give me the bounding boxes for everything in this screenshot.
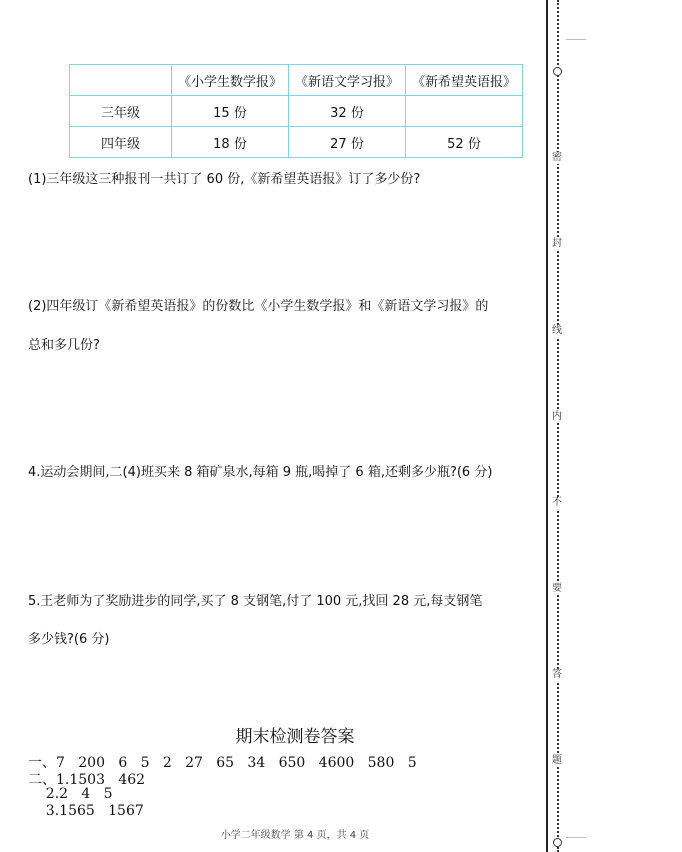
question-4: 4.运动会期间,二(4)班买来 8 箱矿泉水,每箱 9 瓶,喝掉了 6 箱,还剩多少瓶?(6 分) [28,465,493,480]
answers-title: 期末检测卷答案 [235,727,355,747]
table-cell: 32 份 [289,96,406,127]
binding-hole-icon [553,67,562,76]
binding-solid-line [546,0,548,852]
binding-char: 线 [552,325,562,336]
table-header-cell [70,65,172,96]
table-header-row [70,65,523,96]
table-header-cell: 《小学生数学报》 [172,65,289,96]
binding-dotted-line [557,0,559,852]
binding-char: 封 [552,238,562,249]
table-cell: 四年级 [70,127,172,158]
table-cell [406,96,523,127]
table-cell: 三年级 [70,96,172,127]
binding-char: 答 [552,669,562,680]
answer-line: 3.1565 1567 [28,803,144,819]
binding-char: 要 [552,583,562,594]
binding-tick [566,39,586,40]
question-5-line-1: 5.王老师为了奖励进步的同学,买了 8 支钢笔,付了 100 元,找回 28 元,每支钢笔 [28,594,483,609]
binding-char: 不 [552,497,562,508]
table-row [70,127,523,158]
table-cell: 15 份 [172,96,289,127]
answer-line: 2.2 4 5 [28,786,113,802]
binding-tick [566,837,586,838]
binding-char: 内 [552,411,562,422]
page-footer: 小学二年级数学 第 4 页，共 4 页 [220,830,370,841]
newspaper-subscription-table [69,64,523,158]
binding-char: 题 [552,755,562,766]
table-row [70,96,523,127]
table-cell: 27 份 [289,127,406,158]
table-header-cell: 《新希望英语报》 [406,65,523,96]
question-2-line-2: 总和多几份? [28,338,100,353]
table-header-cell: 《新语文学习报》 [289,65,406,96]
question-5-line-2: 多少钱?(6 分) [28,632,110,647]
binding-hole-icon [553,838,562,847]
binding-char: 密 [552,152,562,163]
table-cell: 52 份 [406,127,523,158]
question-1: (1)三年级这三种报刊一共订了 60 份,《新希望英语报》订了多少份? [28,172,421,187]
answer-line: 二、1.1503 462 [28,772,146,788]
answer-line: 一、7 200 6 5 2 27 65 34 650 4600 580 5 [28,755,417,771]
question-2-line-1: (2)四年级订《新希望英语报》的份数比《小学生数学报》和《新语文学习报》的 [28,299,489,314]
table-cell: 18 份 [172,127,289,158]
